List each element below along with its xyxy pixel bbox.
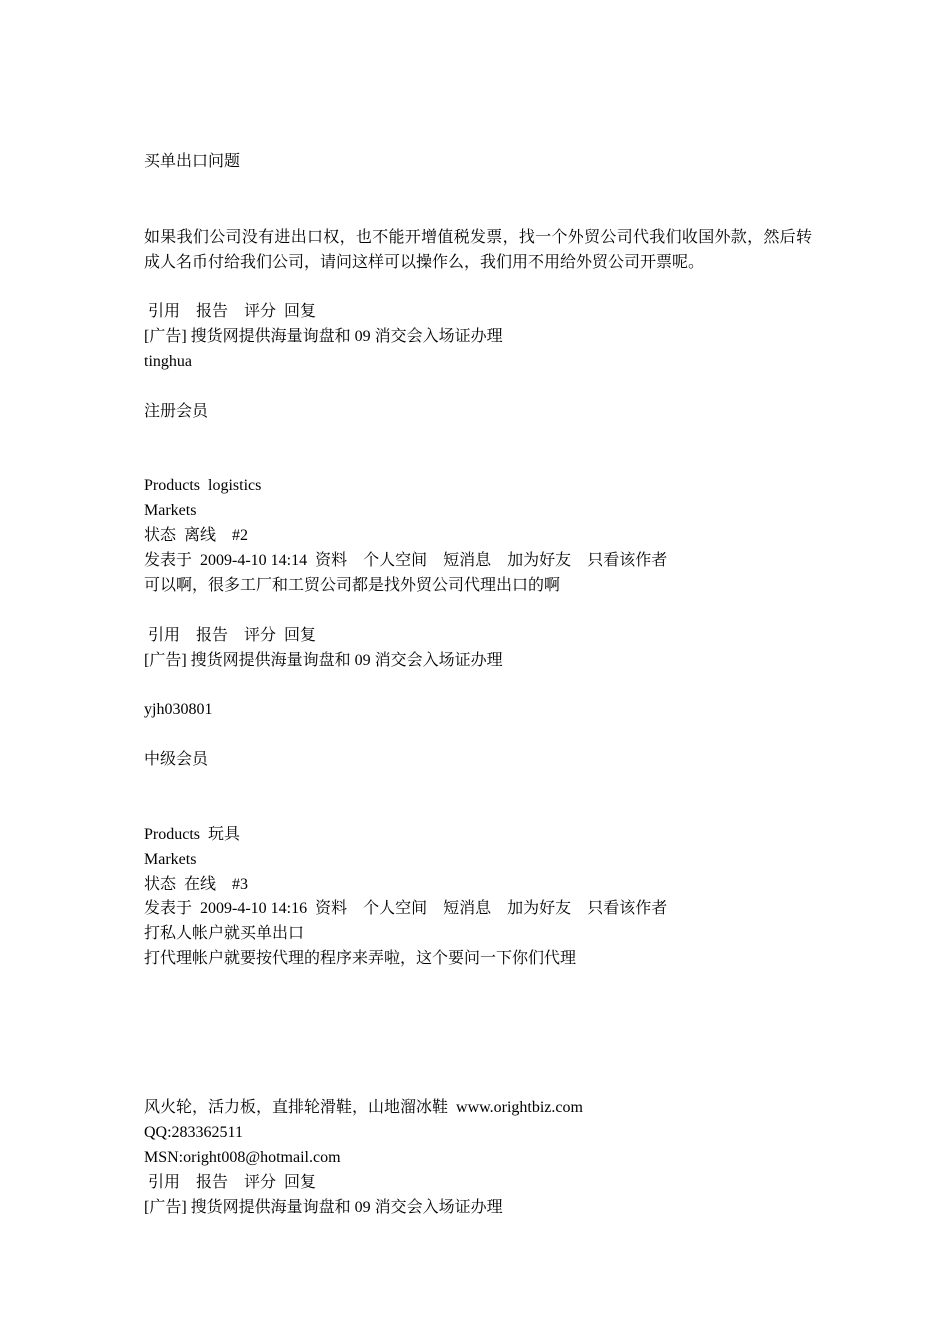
reply-link[interactable]: 回复 bbox=[284, 627, 317, 644]
quote-link[interactable]: 引用 bbox=[148, 1174, 181, 1191]
user-status bbox=[144, 526, 248, 546]
signature-text: 风火轮，活力板，直排轮滑鞋，山地溜冰鞋 bbox=[144, 1099, 449, 1116]
posted-label: 发表于 bbox=[144, 900, 193, 917]
post-actions bbox=[144, 302, 316, 322]
post-actions bbox=[144, 1173, 316, 1193]
status-label: 状态 bbox=[144, 527, 177, 544]
posted-time: 2009-4-10 14:14 bbox=[200, 552, 308, 569]
products-value: logistics bbox=[208, 477, 262, 494]
space-link[interactable]: 个人空间 bbox=[363, 552, 428, 569]
signature-msn: MSN:oright008@hotmail.com bbox=[144, 1149, 341, 1166]
status-value: 离线 bbox=[184, 527, 217, 544]
report-link[interactable]: 报告 bbox=[196, 1174, 229, 1191]
username-link[interactable]: tinghua bbox=[144, 353, 192, 370]
floor-number[interactable]: #3 bbox=[232, 876, 249, 893]
products-value: 玩具 bbox=[208, 826, 241, 843]
user-status bbox=[144, 875, 248, 895]
add-friend-link[interactable]: 加为好友 bbox=[507, 552, 572, 569]
products-label: Products bbox=[144, 826, 200, 843]
ad-link[interactable]: [广告] 搜货网提供海量询盘和 09 消交会入场证办理 bbox=[144, 328, 503, 345]
status-label: 状态 bbox=[144, 876, 177, 893]
rate-link[interactable]: 评分 bbox=[244, 627, 277, 644]
post-meta bbox=[144, 899, 667, 919]
signature-qq: QQ:283362511 bbox=[144, 1124, 243, 1141]
user-products bbox=[144, 825, 240, 845]
only-author-link[interactable]: 只看该作者 bbox=[587, 900, 668, 917]
profile-link[interactable]: 资料 bbox=[315, 552, 348, 569]
quote-link[interactable]: 引用 bbox=[148, 627, 181, 644]
post-body-line: 打私人帐户就买单出口 bbox=[144, 925, 305, 942]
user-rank: 中级会员 bbox=[144, 751, 209, 768]
markets-label: Markets bbox=[144, 502, 197, 519]
user-products bbox=[144, 476, 261, 496]
post-body-line: 打代理帐户就要按代理的程序来弄啦，这个要问一下你们代理 bbox=[144, 950, 577, 967]
markets-label: Markets bbox=[144, 851, 197, 868]
posted-time: 2009-4-10 14:16 bbox=[200, 900, 308, 917]
ad-link[interactable]: [广告] 搜货网提供海量询盘和 09 消交会入场证办理 bbox=[144, 1199, 503, 1216]
user-rank: 注册会员 bbox=[144, 403, 209, 420]
post-meta bbox=[144, 551, 667, 571]
report-link[interactable]: 报告 bbox=[196, 627, 229, 644]
quote-link[interactable]: 引用 bbox=[148, 303, 181, 320]
post-actions bbox=[144, 626, 316, 646]
rate-link[interactable]: 评分 bbox=[244, 1174, 277, 1191]
posted-label: 发表于 bbox=[144, 552, 193, 569]
add-friend-link[interactable]: 加为好友 bbox=[507, 900, 572, 917]
pm-link[interactable]: 短消息 bbox=[443, 552, 492, 569]
floor-number[interactable]: #2 bbox=[232, 527, 249, 544]
only-author-link[interactable]: 只看该作者 bbox=[587, 552, 668, 569]
status-value: 在线 bbox=[184, 876, 217, 893]
report-link[interactable]: 报告 bbox=[196, 303, 229, 320]
reply-link[interactable]: 回复 bbox=[284, 303, 317, 320]
username-link[interactable]: yjh030801 bbox=[144, 701, 213, 718]
post-body: 如果我们公司没有进出口权，也不能开增值税发票，找一个外贸公司代我们收国外款，然后转成人名币付给我们公司，请问这样可以操作么，我们用不用给外贸公司开票呢。 bbox=[144, 229, 812, 271]
reply-link[interactable]: 回复 bbox=[284, 1174, 317, 1191]
thread-title: 买单出口问题 bbox=[144, 153, 241, 170]
profile-link[interactable]: 资料 bbox=[315, 900, 348, 917]
rate-link[interactable]: 评分 bbox=[244, 303, 277, 320]
signature-line bbox=[144, 1098, 583, 1118]
products-label: Products bbox=[144, 477, 200, 494]
signature-url[interactable]: www.orightbiz.com bbox=[456, 1099, 583, 1116]
pm-link[interactable]: 短消息 bbox=[443, 900, 492, 917]
space-link[interactable]: 个人空间 bbox=[363, 900, 428, 917]
post-body: 可以啊，很多工厂和工贸公司都是找外贸公司代理出口的啊 bbox=[144, 577, 561, 594]
ad-link[interactable]: [广告] 搜货网提供海量询盘和 09 消交会入场证办理 bbox=[144, 652, 503, 669]
